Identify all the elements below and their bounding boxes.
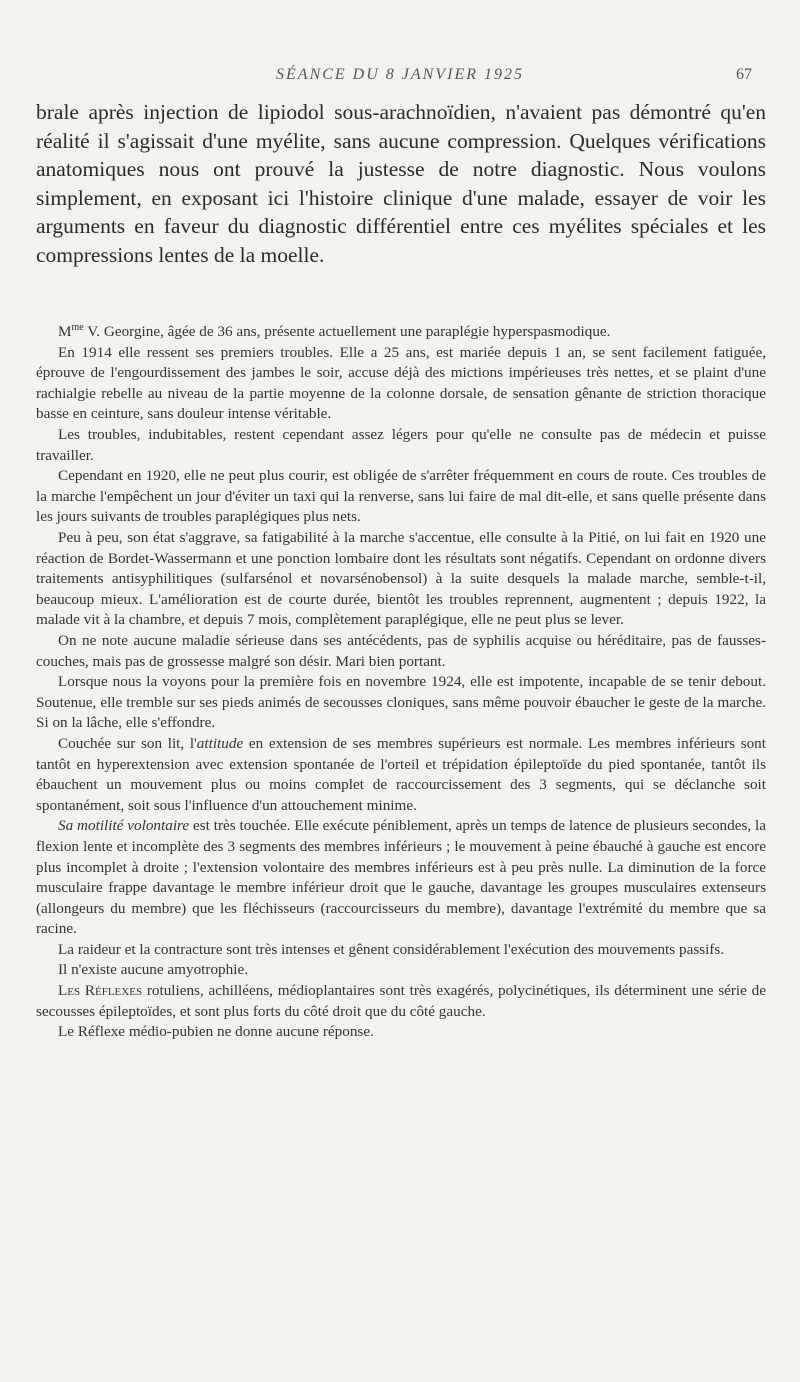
p8-italic: Sa motilité volontaire — [58, 817, 190, 835]
case-report — [36, 318, 766, 1043]
case-paragraph-3: Cependant en 1920, elle ne peut plus courir, est obligée de s'arrêter fréquemment en cours de route. Ces troubles de la marche l'empêchent un jour d'éviter un taxi qui la renverse, sans lui faire de mal dit-elle, et sans quelle présente dans les jours suivants de troubles paraplégiques plus nets. — [36, 467, 766, 526]
p8-rest: est très touchée. Elle exécute péniblement, après un temps de latence de plusieurs secondes, la flexion lente et incomplète des 3 segments des membres inférieurs ; le mouvement à peine ébauché à gauche est encore plus incomplet à droite ; l'extension volontaire des membres inférieurs est à peu près nulle. La diminution de la force musculaire frappe davantage le membre inférieur droit que le gauche, davantage les groupes musculaires extenseurs (allongeurs du membre) que les fléchisseurs (raccourcisseurs du membre), davantage l'extrémité du membre que sa racine. — [36, 817, 766, 938]
case-paragraph-12: Le Réflexe médio-pubien ne donne aucune réponse. — [58, 1023, 374, 1041]
case-title-sup: me — [71, 322, 84, 333]
case-paragraph-4: Peu à peu, son état s'aggrave, sa fatigabilité à la marche s'accentue, elle consulte à la Pitié, on lui fait en 1920 une réaction de Bordet-Wassermann et une ponction lombaire dont les résultats sont négatifs. Cependant on ordonne divers traitements antisyphilitiques (sulfarsénol et novarsénobensol) à la suite desquels la malade marche, semble-t-il, beaucoup mieux. L'amélioration est de courte durée, bientôt les troubles reprennent, augmentent ; depuis 1922, la malade vit à la chambre, et depuis 7 mois, complètement paraplégique, elle ne peut plus se lever. — [36, 529, 766, 629]
running-title: SÉANCE DU 8 JANVIER 1925 — [276, 66, 524, 83]
p11-smallcaps: Les Réflexes — [58, 982, 143, 1000]
intro-paragraph: brale après injection de lipiodol sous-arachnoïdien, n'avaient pas démontré qu'en réalité il s'agissait d'une myélite, sans aucune compression. Quelques vérifications anatomiques nous ont prouvé la justesse de notre diagnostic. Nous voulons simplement, en exposant ici l'histoire clinique d'une malade, essayer de voir les arguments en faveur du diagnostic différentiel entre ces myélites spéciales et les compressions lentes de la moelle. — [36, 100, 766, 267]
case-paragraph-7 — [36, 734, 766, 816]
case-title-paragraph — [36, 318, 766, 343]
case-paragraph-2: Les troubles, indubitables, restent cependant assez légers pour qu'elle ne consulte pas de médecin et puisse travailler. — [36, 426, 766, 464]
case-paragraph-10: Il n'existe aucune amyotrophie. — [58, 961, 248, 979]
running-header — [0, 66, 800, 90]
case-paragraph-8 — [36, 816, 766, 940]
p11-rest: rotuliens, achilléens, médioplantaires sont très exagérés, polycinétiques, ils déterminent une série de secousses épileptoïdes, et sont plus forts du côté droit que du côté gauche. — [36, 982, 766, 1020]
case-paragraph-1: En 1914 elle ressent ses premiers troubles. Elle a 25 ans, est mariée depuis 1 an, se sent facilement fatiguée, éprouve de l'engourdissement des jambes le soir, accuse déjà des mictions impérieuses très nettes, et se plaint d'une rachialgie rebelle au niveau de la partie moyenne de la colonne dorsale, de sensation gênante de striction thoracique basse en ceinture, sans douleur intense véritable. — [36, 343, 766, 423]
case-title-prefix: M — [58, 323, 72, 341]
case-paragraph-11 — [36, 981, 766, 1022]
case-paragraph-6: Lorsque nous la voyons pour la première fois en novembre 1924, elle est impotente, incapable de se tenir debout. Soutenue, elle tremble sur ses pieds animés de secousses cloniques, sans même pouvoir ébaucher le geste de la marche. Si on la lâche, elle s'effondre. — [36, 673, 766, 732]
p7-start: Couchée sur son lit, l' — [58, 734, 197, 752]
p7-italic: attitude — [196, 734, 244, 752]
intro-section — [36, 98, 766, 269]
page-number: 67 — [736, 66, 752, 83]
case-title-rest: V. Georgine, âgée de 36 ans, présente actuellement une paraplégie hyperspasmodique. — [83, 323, 611, 341]
p7-rest: en extension de ses membres supérieurs est normale. Les membres inférieurs sont tantôt en hyperextension avec extension spontanée de l'orteil et trépidation épileptoïde du pied spontanée, tantôt ils ébauchent un mouvement plus ou moins complet de raccourcissement des 3 segments, qui se déclanche soit spontanément, soit sous l'influence d'un attouchement minime. — [36, 734, 766, 814]
case-paragraph-5: On ne note aucune maladie sérieuse dans ses antécédents, pas de syphilis acquise ou héréditaire, pas de fausses-couches, mais pas de grossesse malgré son désir. Mari bien portant. — [36, 631, 766, 670]
case-paragraph-9: La raideur et la contracture sont très intenses et gênent considérablement l'exécution des mouvements passifs. — [58, 940, 725, 958]
